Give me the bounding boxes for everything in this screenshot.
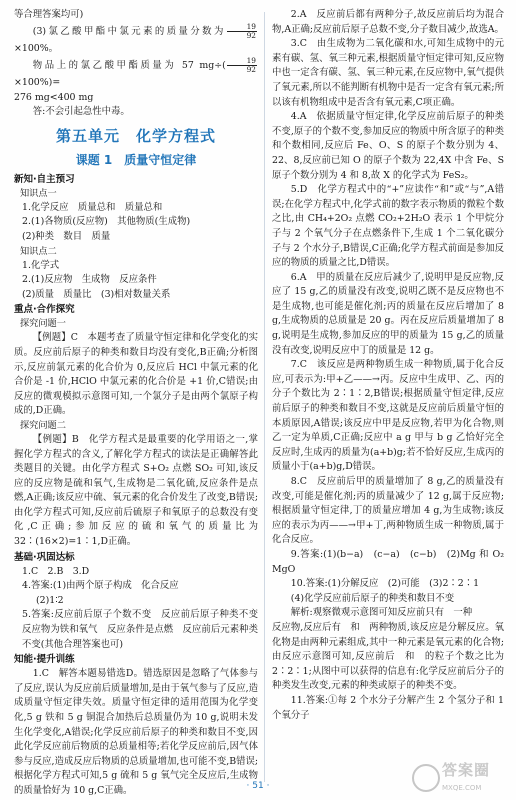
fraction: $\frac{19}{92}$ bbox=[227, 57, 257, 74]
explanation-paragraph: 8.C 反应前后甲的质量增加了 8 g,乙的质量没有改变,可能是催化剂;丙的质量减少了 12 g,属于反应物;根据质量守恒定律,丁的质量应增加 4 g,为生成物;该反应的表示为丙——→甲+丁,两种物质生成一种物质,属于化合反应。 bbox=[272, 476, 504, 546]
answer-line: 9.答案:(1)(b−a) (c−a) (c−b) (2)Mg 和 O₂ MgO bbox=[272, 548, 514, 575]
section-heading: 新知·自主预习 bbox=[14, 173, 75, 185]
explanation-paragraph: 【例题】B 化学方程式是最重要的化学用语之一,掌握化学方程式的含义,了解化学方程式的读法是正确解答此类题目的关键。由化学方程式 S+O₂ 点燃 SO₂ 可知,该反应的反应物是硫和氧气,生成物是二氧化硫,反应条件是点燃,A正确;该反应中硫、氧元素的化合价发生了改变,B错误;由化学方程式可知,反应前后硫原子和氧原子的总数没有变化,C正确;参加反应的硫和氧气的质量比为 32∶(16×2)=1∶1,D正确。 bbox=[14, 433, 258, 548]
answer-line: 11.答案:①每 2 个水分子分解产生 2 个氢分子和 1 个氧分子 bbox=[272, 694, 504, 721]
explanation-paragraph: 2.A 反应前后都有两种分子,故反应前后均为混合物,A正确;反应前后原子总数不变,分子数目减少,故选A。 bbox=[272, 9, 504, 35]
subsection-heading: 探究问题一 bbox=[20, 318, 66, 330]
answer-line: 10.答案:(1)分解反应 (2)可能 (3)2∶2∶1 bbox=[290, 578, 480, 590]
answer-line: 1.C 2.B 3.D bbox=[22, 565, 90, 577]
right-column bbox=[272, 8, 514, 723]
watermark-text: 答案圈 bbox=[442, 761, 491, 779]
explanation-paragraph: 解析:观察微观示意图可知反应前只有 一种 bbox=[290, 607, 473, 619]
explanation-paragraph: 4.A 依据质量守恒定律,化学反应前后原子的种类不变,原子的个数不变,参加反应的物质中所含原子的种类和个数相同,反应后 Fe、O、S 的原子个数分别为 4、22、8,反应前已知 O 的原子个数为 22,4X 中含 Fe、S 原子个数分别为 4 和 8,故 X 的化学式为 FeS₂。 bbox=[272, 111, 504, 181]
watermark-url: MXQE.COM bbox=[442, 784, 482, 792]
watermark-logo bbox=[412, 761, 504, 794]
explanation-paragraph: 6.A 甲的质量在反应后减少了,说明甲是反应物,反应了 15 g,乙的质量没有改变,说明乙既不是反应物也不是生成物,也可能是催化剂;丙的质量在反应后增加了 8 g,生成物质的总质量是 20 g。丙在反应后质量增加了 8 g,说明是生成物,参加反应的甲的质量为 15 g,乙的质量没有改变,说明反应中丁的质量是 12 g。 bbox=[272, 271, 504, 356]
lesson-title: 课题 1 质量守恒定律 bbox=[75, 152, 197, 167]
page-number: · 51 · bbox=[246, 781, 270, 791]
subsection-heading: 探究问题二 bbox=[20, 419, 66, 431]
answer-line: (2)质量 质量比 (3)相对数量关系 bbox=[22, 288, 171, 300]
answer-line: 4.答案:(1)由两个原子构成 化合反应 bbox=[22, 580, 179, 592]
answer-line: (4)化学反应前后原子的种类和数目不变 bbox=[290, 592, 455, 604]
explanation-paragraph: 3.C 由生成物为二氧化碳和水,可知生成物中的元素有碳、氢、氧三种元素,根据质量守恒定律可知,反应物中也一定含有碳、氢、氧三种元素,在反应物中,氧气提供了氧元素,所以不能判断有机物中是否一定含有氧元素;所以该有机物组成中是否含有氧元素,C项正确。 bbox=[272, 38, 504, 108]
subsection-heading: 知识点一 bbox=[20, 187, 57, 199]
answer-line: 2.(1)各物质(反应物) 其他物质(生成物) bbox=[22, 216, 191, 228]
explanation-paragraph: 7.C 该反应是两种物质生成一种物质,属于化合反应,可表示为:甲+乙——→丙。反应中生成甲、乙、丙的分子个数比为 2∶1∶2,B错误;根据质量守恒定律,反应前后原子的种类和数目不变,这就是反应前后质量守恒的本质原因,A错误;该反应中甲是反应物,若甲为化合物,则乙一定为单质,C正确;反应中 a g 甲与 b g 乙恰好完全反应时,生成丙的质量为(a+b)g;若不恰好反应,生成丙的质量小于(a+b)g,D错误。 bbox=[272, 359, 504, 473]
answer-line: 2.(1)反应物 生成物 反应条件 bbox=[22, 274, 157, 286]
left-column bbox=[14, 8, 268, 799]
answer-line: 等合理答案均可) bbox=[14, 9, 84, 20]
explanation-paragraph: 反应物,反应后有 和 两种物质,该反应是分解反应。氧化物是由两种元素组成,其中一种元素是氧元素的化合物;由反应示意图可知,反应前后 和 的粒子个数之比为 2∶2∶1;从图中可以获得的信息有:化学反应前后分子的种类发生改变,元素的种类或原子的种类不变。 bbox=[272, 621, 504, 692]
answer-line: (2)1∶2 bbox=[36, 594, 64, 606]
explanation-paragraph: 5.D 化学方程式中的“+”应读作“和”或“与”,A错误;在化学方程式中,化学式前的数字表示物质的微粒个数之比,由 CH₄+2O₂ 点燃 CO₂+2H₂O 表示 1 个甲烷分子与 2 个氧气分子在点燃条件下,生成 1 个二氧化碳分子与 2 个水分子,B错误,C正确;化学方程式前面是参加反应的物质的质量之比,D错误。 bbox=[272, 184, 504, 269]
answer-line: 5.答案:反应前后原子个数不变 反应前后原子种类不变 反应物为铁和氧气 反应条件是点燃 反应前后元素种类不变(其他合理答案也可) bbox=[22, 609, 268, 650]
subsection-heading: 知识点二 bbox=[20, 245, 57, 257]
answer-line: 276 mg<400 mg bbox=[14, 91, 94, 103]
answer-line: 1.化学式 bbox=[22, 259, 60, 271]
section-heading: 重点·合作探究 bbox=[14, 304, 75, 316]
column-divider bbox=[264, 12, 265, 782]
explanation-paragraph: 1.C 解答本题易错选D。错选原因是忽略了气体参与了反应,误认为反应前后质量增加,是由于氧气参与了反应,造成质量守恒定律失效。质量守恒定律的适用范围为化学变化,5 g 铁和 5 g 铜混合加热后总质量仍为 10 g,说明未发生化学变化,A错误;化学反应前后原子的种类和数目不变,因此化学反应前后物质的总质量相等;若化学反应前后,因气体参与反应,造成反应后物质的总质量增加,也可能不变,B错误;根据化学方程式可知,5 g 硫和 5 g 氧气完全反应后,生成物的质量恰好为 10 g,C正确。 bbox=[14, 668, 258, 796]
watermark-circle-icon bbox=[412, 764, 440, 792]
unit-title: 第五单元 化学方程式 bbox=[55, 126, 216, 145]
section-heading: 知能·提升训练 bbox=[14, 654, 75, 666]
answer-line: (3)氯乙酸甲酯中氯元素的质量分数为 $\frac{19}{92}$ ×100%。 bbox=[14, 21, 256, 54]
answer-line: 答:不会引起急性中毒。 bbox=[32, 106, 130, 118]
explanation-paragraph: 【例题】C 本题考查了质量守恒定律和化学变化的实质。反应前后原子的种类和数目均没有变化,B正确;分析图示,反应前氯元素的化合价为 0,反应后 HCl 中氯元素的化合价是 -1 价,HClO 中氯元素的化合价是 +1 价,C错误;由反应的微观模拟示意图可知,一个氯分子是由两个氯原子构成的,D正确。 bbox=[14, 332, 258, 417]
answer-line: 物品上的氯乙酸甲酯质量为 57 mg÷( $\frac{19}{92}$ ×100%)= bbox=[14, 55, 256, 88]
answer-line: (2)种类 数目 质量 bbox=[22, 230, 111, 242]
answer-line: 1.化学反应 质量总和 质量总和 bbox=[22, 201, 163, 213]
section-heading: 基础·巩固达标 bbox=[14, 551, 75, 563]
fraction: $\frac{19}{92}$ bbox=[227, 23, 257, 40]
